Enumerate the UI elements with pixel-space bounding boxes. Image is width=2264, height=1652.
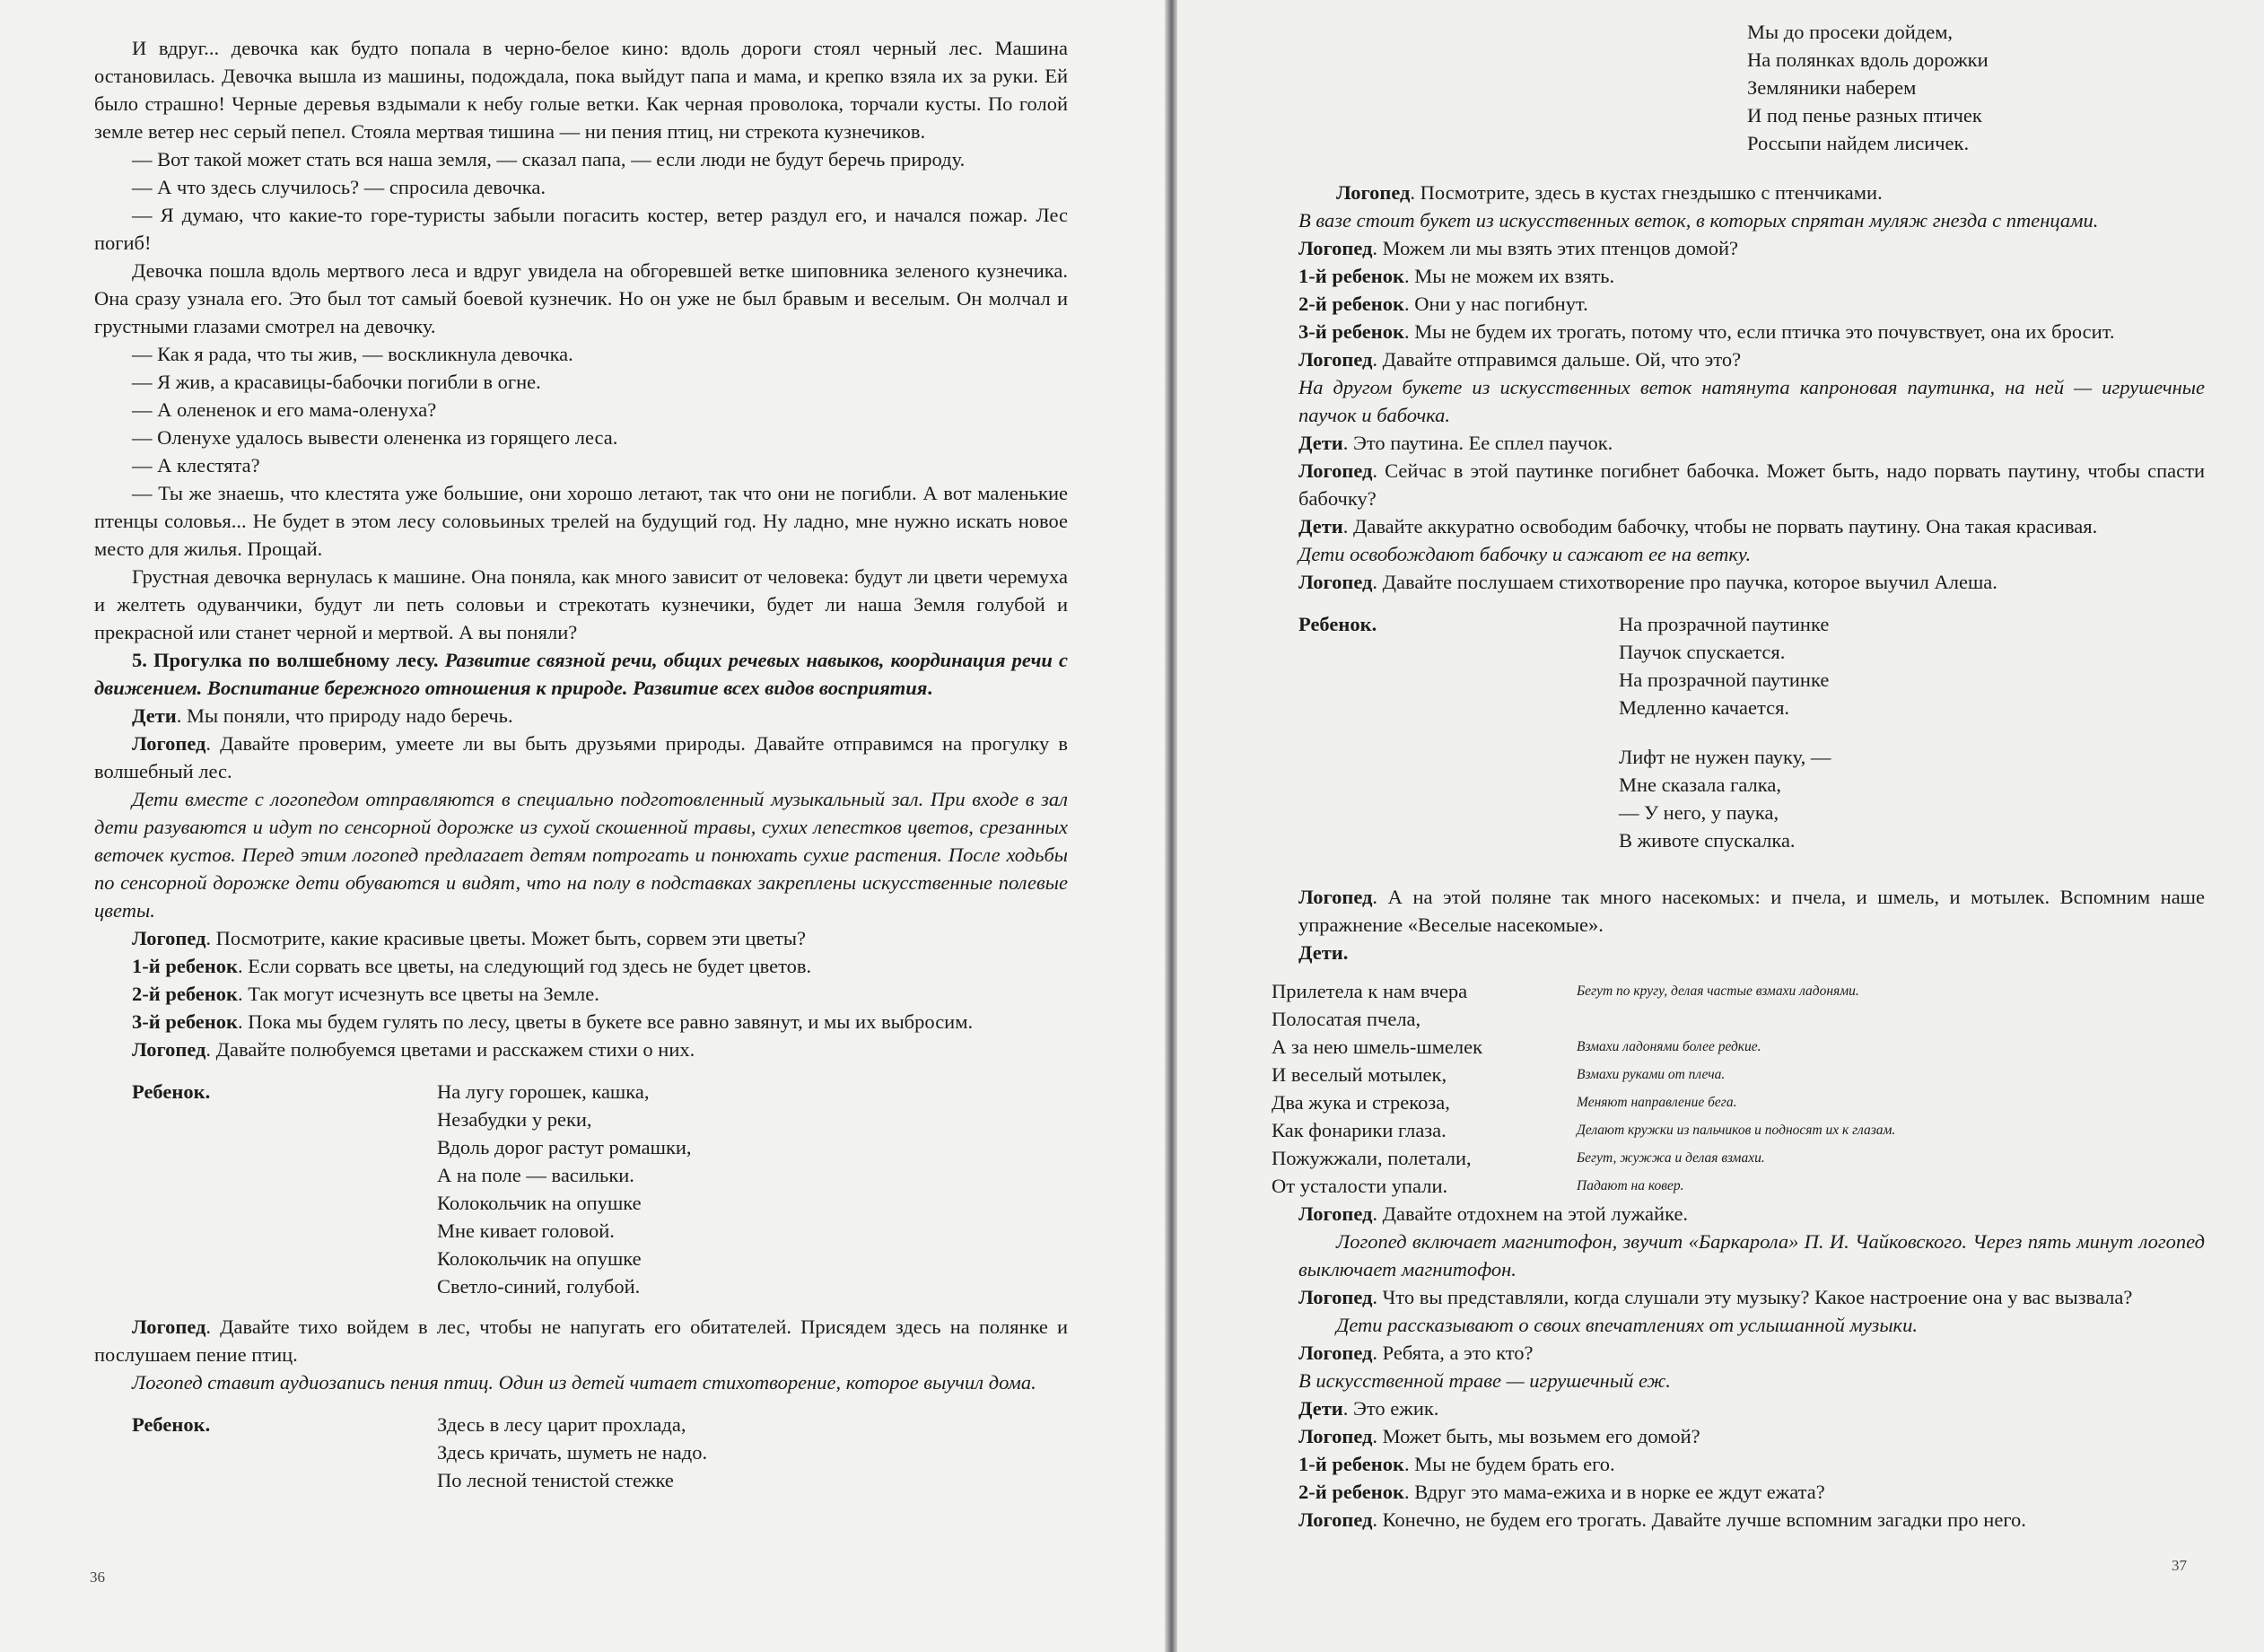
poem-line: Здесь в лесу царит прохлада, [437, 1413, 686, 1436]
paragraph: — Как я рада, что ты жив, — воскликнула девочка. [132, 343, 573, 365]
poem-line: И под пенье разных птичек [1747, 104, 1982, 127]
poem-line: Вдоль дорог растут ромашки, [437, 1136, 692, 1158]
speech: . Может быть, мы возьмем его домой? [1372, 1425, 1700, 1447]
speech: . Посмотрите, какие красивые цветы. Может быть, сорвем эти цветы? [205, 927, 806, 949]
verse-line: Два жука и стрекоза, [1272, 1091, 1450, 1114]
section-goals: Развитие связной речи, общих речевых навыков, координация речи с движением. Воспитание бережного отношения к природе. Развитие всех видов восприятия [94, 649, 1068, 699]
dialogue-line [94, 952, 1068, 980]
speech: . Пока мы будем гулять по лесу, цветы в букете все равно завянут, и мы их выбросим. [237, 1010, 974, 1033]
stage-direction: Дети освобождают бабочку и сажают ее на ветку. [1298, 543, 1752, 565]
speech: . Мы не будем брать его. [1403, 1453, 1615, 1475]
movement-row [1272, 1116, 2205, 1144]
dialogue-line [94, 924, 1068, 952]
speech: . Давайте тихо войдем в лес, чтобы не напугать его обитателей. Присядем здесь на полянке и послушаем пение птиц. [94, 1315, 1068, 1366]
stage-direction: В вазе стоит букет из искусственных веток, в которых спрятан муляж гнезда с птенцами. [1298, 209, 2099, 232]
action: Бегут по кругу, делая частые взмахи ладонями. [1577, 983, 1859, 999]
book-spine [1165, 0, 1177, 1652]
stage-direction: Дети вместе с логопедом отправляются в специально подготовленный музыкальный зал. При входе в зал дети разуваются и идут по сенсорной дорожке из сухой скошенной травы, сухих лепестков цветов, срезанных веточек кустов. Перед этим логопед предлагает детям потрогать и понюхать сухие растения. После ходьбы по сенсорной дорожке дети обуваются и видят, что на полу в подставках закреплены искусственные полевые цветы. [94, 788, 1068, 922]
speech: . Давайте отдохнем на этой лужайке. [1372, 1202, 1689, 1225]
dialogue-line [1298, 1506, 2205, 1534]
page-number: 36 [90, 1569, 105, 1586]
poem-line: Мне сказала галка, [1619, 774, 1781, 796]
stage-direction: На другом букете из искусственных веток натянута капроновая паутинка, на ней — игрушечные паучок и бабочка. [1298, 376, 2205, 426]
action: Падают на ковер. [1577, 1178, 1684, 1193]
speech: . Давайте проверим, умеете ли вы быть друзьями природы. Давайте отправимся на прогулку в волшебный лес. [94, 732, 1068, 782]
poem-line: Мне кивает головой. [437, 1219, 615, 1242]
poem-line: На лугу горошек, кашка, [437, 1080, 650, 1103]
poem-line: — У него, у паука, [1619, 801, 1779, 824]
speaker: 2-й ребенок [132, 983, 238, 1005]
speaker: Дети [1298, 432, 1343, 454]
dialogue-line [1298, 345, 2205, 373]
poem-forest [94, 1411, 1068, 1494]
speaker: Логопед [132, 1038, 206, 1061]
speech: . Если сорвать все цветы, на следующий год здесь не будет цветов. [237, 955, 812, 977]
speech: . Давайте послушаем стихотворение про паучка, которое выучил Алеша. [1372, 571, 1997, 593]
speaker: Ребенок. [1298, 613, 1377, 635]
paragraph: — Я жив, а красавицы-бабочки погибли в огне. [132, 371, 541, 393]
speech: . Конечно, не будем его трогать. Давайте лучше вспомним загадки про него. [1372, 1508, 2026, 1531]
poem-lines [1619, 610, 1831, 854]
speaker: Логопед [1298, 1202, 1373, 1225]
right-page [1177, 0, 2264, 1652]
movement-row [1272, 1172, 2205, 1200]
poem-line: А на поле — васильки. [437, 1164, 634, 1186]
speaker: Ребенок. [132, 1413, 211, 1436]
speech: . Ребята, а это кто? [1372, 1342, 1534, 1364]
speaker: 2-й ребенок [1298, 293, 1404, 315]
section-dot: . [927, 677, 933, 699]
speaker: 1-й ребенок [1298, 265, 1404, 287]
dialogue-line [1298, 1422, 2205, 1450]
speech: . А на этой поляне так много насекомых: и пчела, и шмель, и мотылек. Вспомним наше упражнение «Веселые насекомые». [1298, 886, 2205, 936]
stage-direction: В искусственной траве — игрушечный еж. [1298, 1369, 1671, 1392]
paragraph: Грустная девочка вернулась к машине. Она поняла, как много зависит от человека: будут ли цвети черемуха и желтеть одуванчики, будут ли петь соловьи и стрекотать кузнечики, будет ли наша Земля голубой и прекрасной или станет черной и мертвой. А вы поняли? [94, 565, 1068, 643]
poem-line: На прозрачной паутинке [1619, 669, 1830, 691]
speaker: Дети [1298, 515, 1343, 538]
dialogue-line [94, 980, 1068, 1008]
dialogue-line [1298, 262, 2205, 290]
speech: . Давайте аккуратно освободим бабочку, чтобы не порвать паутину. Она такая красивая. [1342, 515, 2098, 538]
speaker: Логопед [132, 927, 206, 949]
dialogue-line [1298, 457, 2205, 512]
speaker: Логопед [1298, 459, 1373, 482]
dialogue-line [1298, 290, 2205, 318]
speaker: Логопед [132, 732, 206, 755]
poem-line: Россыпи найдем лисичек. [1747, 132, 1970, 154]
poem-line: Колокольчик на опушке [437, 1192, 642, 1214]
movement-row [1272, 1033, 2205, 1061]
dialogue-line [1298, 883, 2205, 939]
paragraph: — Оленуxе удалось вывести олененка из горящего леса. [132, 426, 618, 449]
left-text-column [94, 34, 1068, 1507]
speech: . Мы не можем их взять. [1403, 265, 1615, 287]
poem-lines [437, 1411, 707, 1494]
dialogue-line [1298, 1394, 2205, 1422]
verse-line: Как фонарики глаза. [1272, 1119, 1447, 1141]
speaker: 3-й ребенок [132, 1010, 238, 1033]
dialogue-line [94, 730, 1068, 785]
dialogue-line [1298, 1478, 2205, 1506]
verse-line: От усталости упали. [1272, 1175, 1448, 1197]
movement-row [1272, 1061, 2205, 1088]
speaker: Логопед [1298, 886, 1373, 908]
poem-line: На полянках вдоль дорожки [1747, 48, 1989, 71]
speaker: Дети [1298, 1397, 1343, 1420]
speaker: Логопед [1298, 571, 1373, 593]
speech: . Так могут исчезнуть все цветы на Земле. [237, 983, 599, 1005]
movement-row [1272, 1005, 2205, 1033]
speech: . Посмотрите, здесь в кустах гнездышко с птенчиками. [1410, 181, 1883, 204]
verse-line: И веселый мотылек, [1272, 1063, 1447, 1086]
poem-line: Колокольчик на опушке [437, 1247, 642, 1270]
poem-line: Здесь кричать, шуметь не надо. [437, 1441, 708, 1464]
dialogue-line [1298, 1283, 2205, 1311]
paragraph: И вдруг... девочка как будто попала в черно-белое кино: вдоль дороги стоял черный лес. Машина остановилась. Девочка вышла из машины, подождала, пока выйдут папа и мама, и крепко взяла их за руки. Ей было страшно! Черные деревья вздымали к небу голые ветки. Как черная проволока, торчали кусты. По голой земле ветер нес серый пепел. Стояла мертвая тишина — ни пения птиц, ни стрекота кузнечиков. [94, 37, 1068, 143]
poem-lines [437, 1078, 692, 1300]
poem-line: По лесной тенистой стежке [437, 1469, 674, 1491]
speech: . Сейчас в этой паутинке погибнет бабочка. Может быть, надо порвать паутину, чтобы спасти бабочку? [1298, 459, 2205, 510]
dialogue-line [1298, 179, 2205, 206]
dialogue-line [1298, 429, 2205, 457]
dialogue-line [94, 1036, 1068, 1063]
poem-flowers [94, 1078, 1068, 1300]
action: Взмахи руками от плеча. [1577, 1067, 1726, 1082]
paragraph: Девочка пошла вдоль мертвого леса и вдруг увидела на обгоревшей ветке шиповника зеленого кузнечика. Она сразу узнала его. Это был тот самый боевой кузнечик. Но он уже не был бравым и веселым. Он молчал и грустными глазами смотрел на девочку. [94, 259, 1068, 337]
speech: . Мы поняли, что природу надо беречь. [176, 704, 513, 727]
action: Меняют направление бега. [1577, 1095, 1737, 1110]
speaker: Логопед [132, 1315, 206, 1338]
speaker-name: Ребенок [1298, 613, 1372, 635]
stage-direction: Дети рассказывают о своих впечатлениях от услышанной музыки. [1336, 1314, 1918, 1336]
paragraph: — Вот такой может стать вся наша земля, — сказал папа, — если люди не будут беречь природу. [132, 148, 966, 170]
paragraph: — А клестята? [132, 454, 260, 476]
dialogue-line [1298, 568, 2205, 596]
action: Бегут, жужжа и делая взмахи. [1577, 1150, 1765, 1166]
speech: . Что вы представляли, когда слушали эту музыку? Какое настроение она у вас вызвала? [1372, 1286, 2133, 1308]
speech: . Они у нас погибнут. [1403, 293, 1588, 315]
speaker: Логопед [1298, 1508, 1373, 1531]
dialogue-line [1298, 1450, 2205, 1478]
section-heading [94, 646, 1068, 702]
action: Делают кружки из пальчиков и подносят их к глазам. [1577, 1123, 1896, 1138]
right-text-column [1272, 0, 2205, 1534]
dialogue-line [1298, 318, 2205, 345]
poem-line: Медленно качается. [1619, 696, 1790, 719]
movement-row [1272, 977, 2205, 1005]
speaker: 1-й ребенок [1298, 1453, 1404, 1475]
dialogue-line [1298, 1200, 2205, 1228]
speaker: Логопед [1298, 1286, 1373, 1308]
action: Взмахи ладонями более редкие. [1577, 1039, 1761, 1054]
verse-line: Прилетела к нам вчера [1272, 980, 1468, 1002]
speech: . Давайте полюбуемся цветами и расскажем стихи о них. [205, 1038, 695, 1061]
poem-line: Лифт не нужен пауку, — [1619, 746, 1831, 768]
dialogue-line [94, 1008, 1068, 1036]
poem-line: Паучок спускается. [1619, 641, 1786, 663]
speech: . Мы не будем их трогать, потому что, если птичка это почувствует, она их бросит. [1403, 320, 2115, 343]
poem-line: Незабудки у реки, [437, 1108, 592, 1131]
stage-direction: Логопед ставит аудиозапись пения птиц. Один из детей читает стихотворение, которое выучил дома. [132, 1371, 1036, 1394]
stage-direction: Логопед включает магнитофон, звучит «Баркарола» П. И. Чайковского. Через пять минут логопед выключает магнитофон. [1298, 1230, 2205, 1281]
movement-row [1272, 1088, 2205, 1116]
paragraph: — А что здесь случилось? — спросила девочка. [132, 176, 546, 198]
speaker-name: Ребенок [132, 1080, 205, 1103]
speaker-name: Ребенок [132, 1413, 205, 1436]
page-number: 37 [2172, 1557, 2187, 1574]
speaker: Дети [132, 704, 177, 727]
movement-exercise [1272, 977, 2205, 1200]
poem-line: В животе спускалка. [1619, 829, 1796, 852]
speech: . Давайте отправимся дальше. Ой, что это? [1372, 348, 1742, 371]
verse-line: А за нею шмель-шмелек [1272, 1036, 1483, 1058]
paragraph: — Ты же знаешь, что клестята уже большие, они хорошо летают, так что они не погибли. А вот маленькие птенцы соловья... Не будет в этом лесу соловьиных трелей на будущий год. Ну ладно, мне нужно искать новое место для жилья. Прощай. [94, 482, 1068, 560]
speech: . Это паутина. Ее сплел паучок. [1342, 432, 1613, 454]
speaker-line: Дети. [1298, 941, 1349, 964]
speech: . Вдруг это мама-ежиха и в норке ее ждут ежата? [1403, 1481, 1825, 1503]
dialogue-line [1298, 1339, 2205, 1367]
dialogue-line [1298, 234, 2205, 262]
speaker: 3-й ребенок [1298, 320, 1404, 343]
speaker: Логопед [1298, 1342, 1373, 1364]
paragraph: — Я думаю, что какие-то горе-туристы забыли погасить костер, ветер раздул его, и начался пожар. Лес погиб! [94, 204, 1068, 254]
speaker: Дети [1298, 941, 1343, 964]
verse-line: Пожужжали, полетали, [1272, 1147, 1472, 1169]
speaker: Логопед [1336, 181, 1411, 204]
poem-continuation [1298, 18, 2205, 157]
speaker: Логопед [1298, 348, 1373, 371]
speaker: 2-й ребенок [1298, 1481, 1404, 1503]
dialogue-line [1298, 512, 2205, 540]
paragraph: — А олененок и его мама-оленуха? [132, 398, 437, 421]
speech: . Можем ли мы взять этих птенцов домой? [1372, 237, 1738, 259]
poem-spider [1298, 610, 2205, 854]
poem-line: Земляники наберем [1747, 76, 1917, 99]
poem-line: На прозрачной паутинке [1619, 613, 1830, 635]
dialogue-line [94, 1313, 1068, 1368]
section-title: 5. Прогулка по волшебному лесу. [132, 649, 439, 671]
poem-line: Светло-синий, голубой. [437, 1275, 641, 1298]
speaker: Логопед [1298, 1425, 1373, 1447]
verse-line: Полосатая пчела, [1272, 1008, 1421, 1030]
speaker: Ребенок. [132, 1080, 211, 1103]
speaker: Логопед [1298, 237, 1373, 259]
speaker: 1-й ребенок [132, 955, 238, 977]
dialogue-line [94, 702, 1068, 730]
speech: . Это ежик. [1342, 1397, 1439, 1420]
movement-row [1272, 1144, 2205, 1172]
poem-line: Мы до просеки дойдем, [1747, 21, 1954, 43]
